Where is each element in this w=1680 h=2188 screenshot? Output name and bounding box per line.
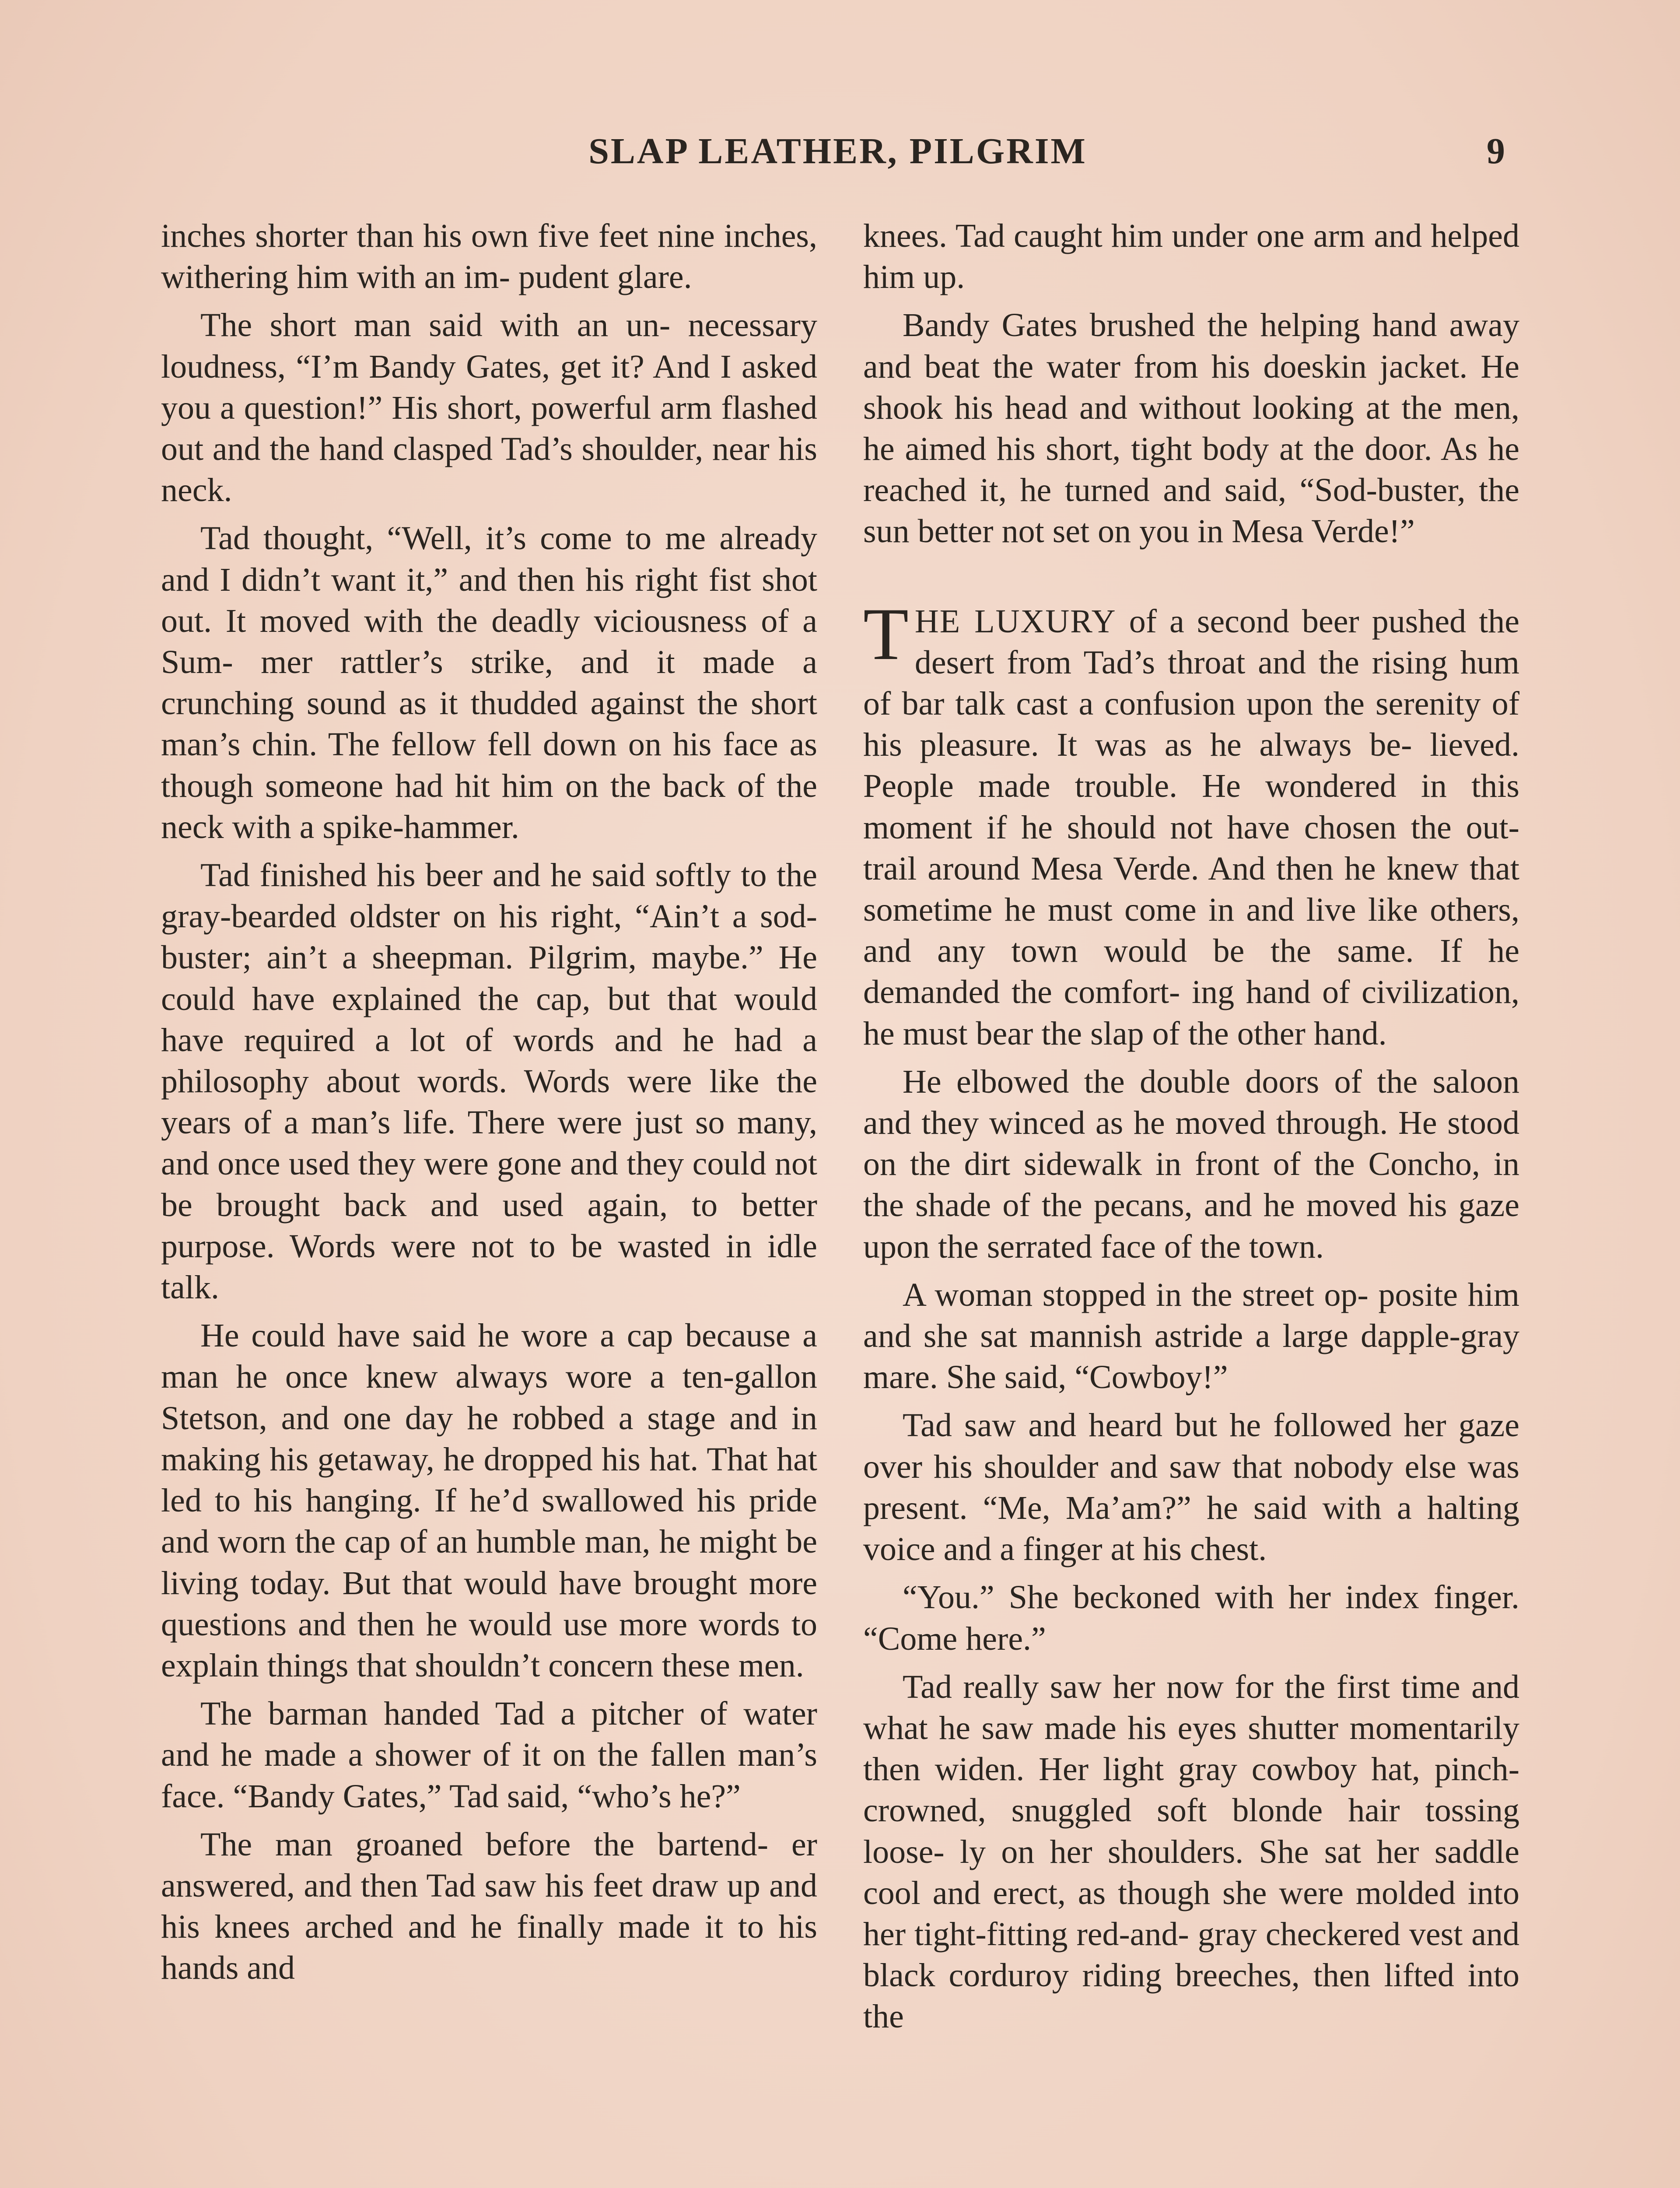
paragraph: The barman handed Tad a pitcher of water and he made a shower of it on the fallen man’s face. “Bandy Gates,” Tad said, “who’s he?” bbox=[161, 1695, 817, 1815]
left-column bbox=[161, 215, 817, 1996]
paragraph: A woman stopped in the street op- posite him and she sat mannish astride a large dapple-gray mare. She said, “Cowboy!” bbox=[863, 1276, 1519, 1396]
drop-cap: T bbox=[863, 593, 909, 675]
section-break bbox=[863, 559, 1519, 601]
right-column bbox=[863, 215, 1519, 2044]
paragraph: The short man said with an un- necessary loudness, “I’m Bandy Gates, get it? And I asked you a question!” His short, powerful arm flashed out and the hand clasped Tad’s shoulder, near his neck. bbox=[161, 307, 817, 509]
running-title: SLAP LEATHER, PILGRIM bbox=[588, 131, 1087, 172]
paragraph: Bandy Gates brushed the helping hand away and beat the water from his doeskin jacket. He shook his head and without looking at the men, he aimed his short, tight body at the door. As he reached it, he turned and said, “Sod-buster, the sun better not set on you in Mesa Verde!” bbox=[863, 307, 1519, 550]
paragraph: The man groaned before the bartend- er answered, and then Tad saw his feet draw up and his knees arched and he finally made it to his hands and bbox=[161, 1826, 817, 1987]
page-header bbox=[158, 130, 1518, 178]
section-lead-smallcaps: HE LUXURY bbox=[914, 603, 1116, 640]
paragraph: He elbowed the double doors of the saloon and they winced as he moved through. He stood on the dirt sidewalk in front of the Concho, in the shade of the pecans, and he moved his gaze upon the serrated face of the town. bbox=[863, 1063, 1519, 1265]
paragraph: He could have said he wore a cap because a man he once knew always wore a ten-gallon Stetson, and one day he robbed a stage and in making his getaway, he dropped his hat. That hat led to his hanging. If he’d swallowed his pride and worn the cap of an humble man, he might be living today. But that would have brought more questions and then he would use more words to explain things that shouldn’t concern these men. bbox=[161, 1317, 817, 1684]
paragraph: Tad saw and heard but he followed her gaze over his shoulder and saw that nobody else was present. “Me, Ma’am?” he said with a halting voice and a finger at his chest. bbox=[863, 1407, 1519, 1568]
paragraph: inches shorter than his own five feet nine inches, withering him with an im- pudent glare. bbox=[161, 217, 817, 296]
paragraph: “You.” She beckoned with her index finger. “Come here.” bbox=[863, 1579, 1519, 1657]
paragraph: Tad thought, “Well, it’s come to me already and I didn’t want it,” and then his right fist shot out. It moved with the deadly viciousness of a Sum- mer rattler’s strike, and it made a crunching sound as it thudded against the short man’s chin. The fellow fell down on his face as though someone had hit him on the back of the neck with a spike-hammer. bbox=[161, 520, 817, 845]
paragraph: Tad finished his beer and he said softly to the gray-bearded oldster on his right, “Ain’t a sod-buster; ain’t a sheepman. Pilgrim, maybe.” He could have explained the cap, but that would have required a lot of words and he had a philosophy about words. Words were like the years of a man’s life. There were just so many, and once used they were gone and they could not be brought back and used again, to better purpose. Words were not to be wasted in idle talk. bbox=[161, 857, 817, 1306]
paragraph: Tad really saw her now for the first time and what he saw made his eyes shutter momentarily then widen. Her light gray cowboy hat, pinch-crowned, snuggled soft blonde hair tossing loose- ly on her shoulders. She sat her saddle cool and erect, as though she were molded into her tight-fitting red-and- gray checkered vest and black corduroy riding breeches, then lifted into the bbox=[863, 1668, 1519, 2035]
section-lead-text: of a second beer pushed the desert from Tad’s throat and the rising hum of bar talk cast a confusion upon the serenity of his pleasure. It was as he always be- lieved. People made trouble. He wondered in this moment if he should not have chosen the out-trail around Mesa Verde. And then he knew that sometime he must come in and live like others, and any town would be the same. If he demanded the comfort- ing hand of civilization, he must bear the slap of the other hand. bbox=[863, 603, 1519, 1052]
section-opening-paragraph bbox=[863, 593, 1519, 1054]
page-number: 9 bbox=[1487, 131, 1505, 172]
paragraph: knees. Tad caught him under one arm and helped him up. bbox=[863, 217, 1519, 296]
